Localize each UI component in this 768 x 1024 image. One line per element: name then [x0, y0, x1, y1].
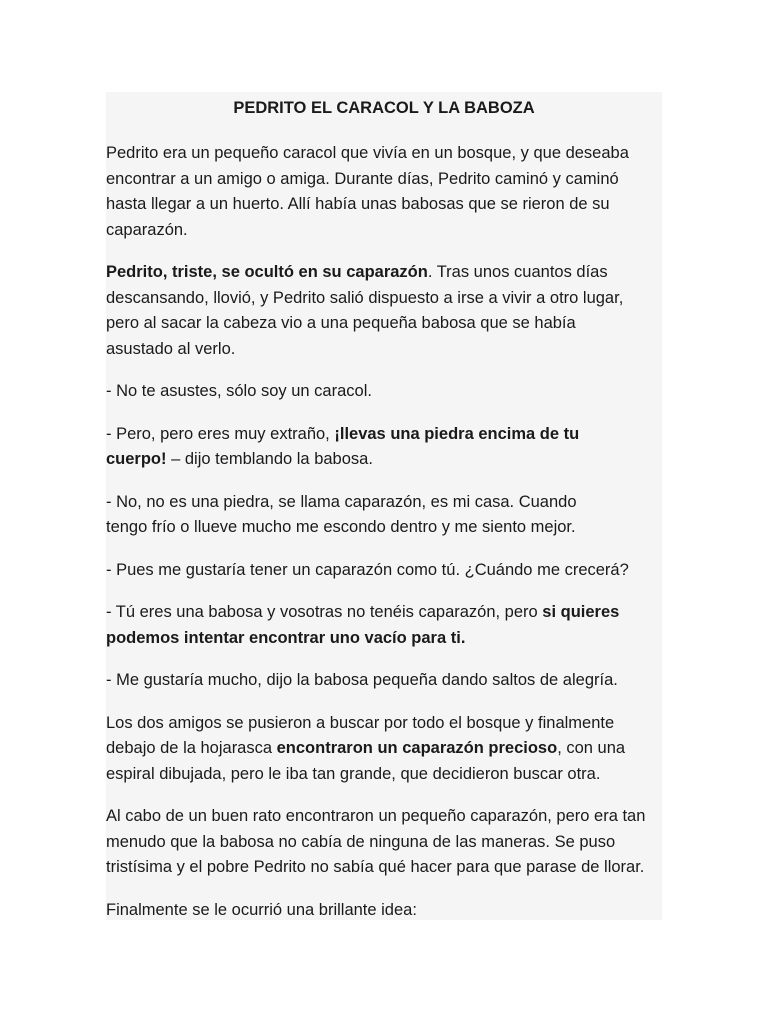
- text-line: Finalmente se le ocurrió una brillante idea:: [106, 900, 417, 919]
- bold-text: ¡llevas una piedra encima de tu: [334, 424, 580, 443]
- text-line: [106, 600, 662, 626]
- text-line: [106, 422, 662, 448]
- text-line: - Me gustaría mucho, dijo la babosa pequeña dando saltos de alegría.: [106, 671, 618, 689]
- paragraph-3: [106, 379, 662, 405]
- text-line: Al cabo de un buen rato encontraron un pequeño caparazón, pero era tan: [106, 807, 646, 825]
- text-line: tristísima y el pobre Pedrito no sabía qué hacer para que parase de llorar.: [106, 858, 645, 876]
- text-line: [106, 447, 662, 473]
- text-line: asustado al verlo.: [106, 339, 236, 358]
- text-line: Los dos amigos se pusieron a buscar por todo el bosque y finalmente: [106, 713, 615, 732]
- text-line: hasta llegar a un huerto. Allí había unas babosas que se rieron de su: [106, 195, 610, 213]
- text-line: - No, no es una piedra, se llama caparazón, es mi casa. Cuando: [106, 492, 577, 511]
- paragraph-10: [106, 804, 662, 881]
- document-page: [106, 92, 662, 920]
- paragraph-8: [106, 668, 662, 694]
- text-line: [106, 626, 662, 652]
- text-line: espiral dibujada, pero le iba tan grande, que decidieron buscar otra.: [106, 764, 601, 783]
- paragraph-7: [106, 600, 662, 651]
- bold-text: si quieres: [542, 603, 620, 621]
- paragraph-11: [106, 898, 662, 921]
- bold-text: Pedrito, triste, se ocultó en su caparazón: [106, 263, 428, 281]
- text-line: [106, 260, 662, 286]
- text-line: pero al sacar la cabeza vio a una pequeña babosa que se había: [106, 314, 576, 332]
- text-run: - Tú eres una babosa y vosotras no tenéis caparazón, pero: [106, 603, 543, 621]
- text-run: . Tras unos cuantos días: [427, 263, 608, 281]
- paragraph-1: [106, 141, 662, 243]
- bold-text: podemos intentar encontrar uno vacío para ti.: [106, 628, 466, 647]
- document-title: PEDRITO EL CARACOL Y LA BABOZA: [233, 99, 535, 117]
- text-line: tengo frío o llueve mucho me escondo dentro y me siento mejor.: [106, 518, 576, 536]
- text-line: - Pues me gustaría tener un caparazón como tú. ¿Cuándo me crecerá?: [106, 560, 629, 579]
- text-line: menudo que la babosa no cabía de ninguna de las maneras. Se puso: [106, 832, 616, 851]
- text-run: debajo de la hojarasca: [106, 739, 277, 757]
- text-run: - Pero, pero eres muy extraño,: [106, 424, 335, 443]
- bold-text: encontraron un caparazón precioso: [276, 739, 558, 757]
- text-line: caparazón.: [106, 220, 188, 239]
- paragraph-2: [106, 260, 662, 362]
- paragraph-6: [106, 558, 662, 584]
- bold-text: cuerpo!: [106, 450, 167, 468]
- paragraph-5: [106, 490, 662, 541]
- text-line: - No te asustes, sólo soy un caracol.: [106, 382, 372, 400]
- text-line: encontrar a un amigo o amiga. Durante días, Pedrito caminó y caminó: [106, 169, 619, 188]
- paragraph-9: [106, 711, 662, 788]
- text-run: – dijo temblando la babosa.: [166, 450, 373, 468]
- text-line: Pedrito era un pequeño caracol que vivía en un bosque, y que deseaba: [106, 144, 629, 162]
- text-run: , con una: [557, 739, 626, 757]
- text-line: [106, 736, 662, 762]
- paragraph-4: [106, 422, 662, 473]
- text-line: descansando, llovió, y Pedrito salió dispuesto a irse a vivir a otro lugar,: [106, 288, 624, 307]
